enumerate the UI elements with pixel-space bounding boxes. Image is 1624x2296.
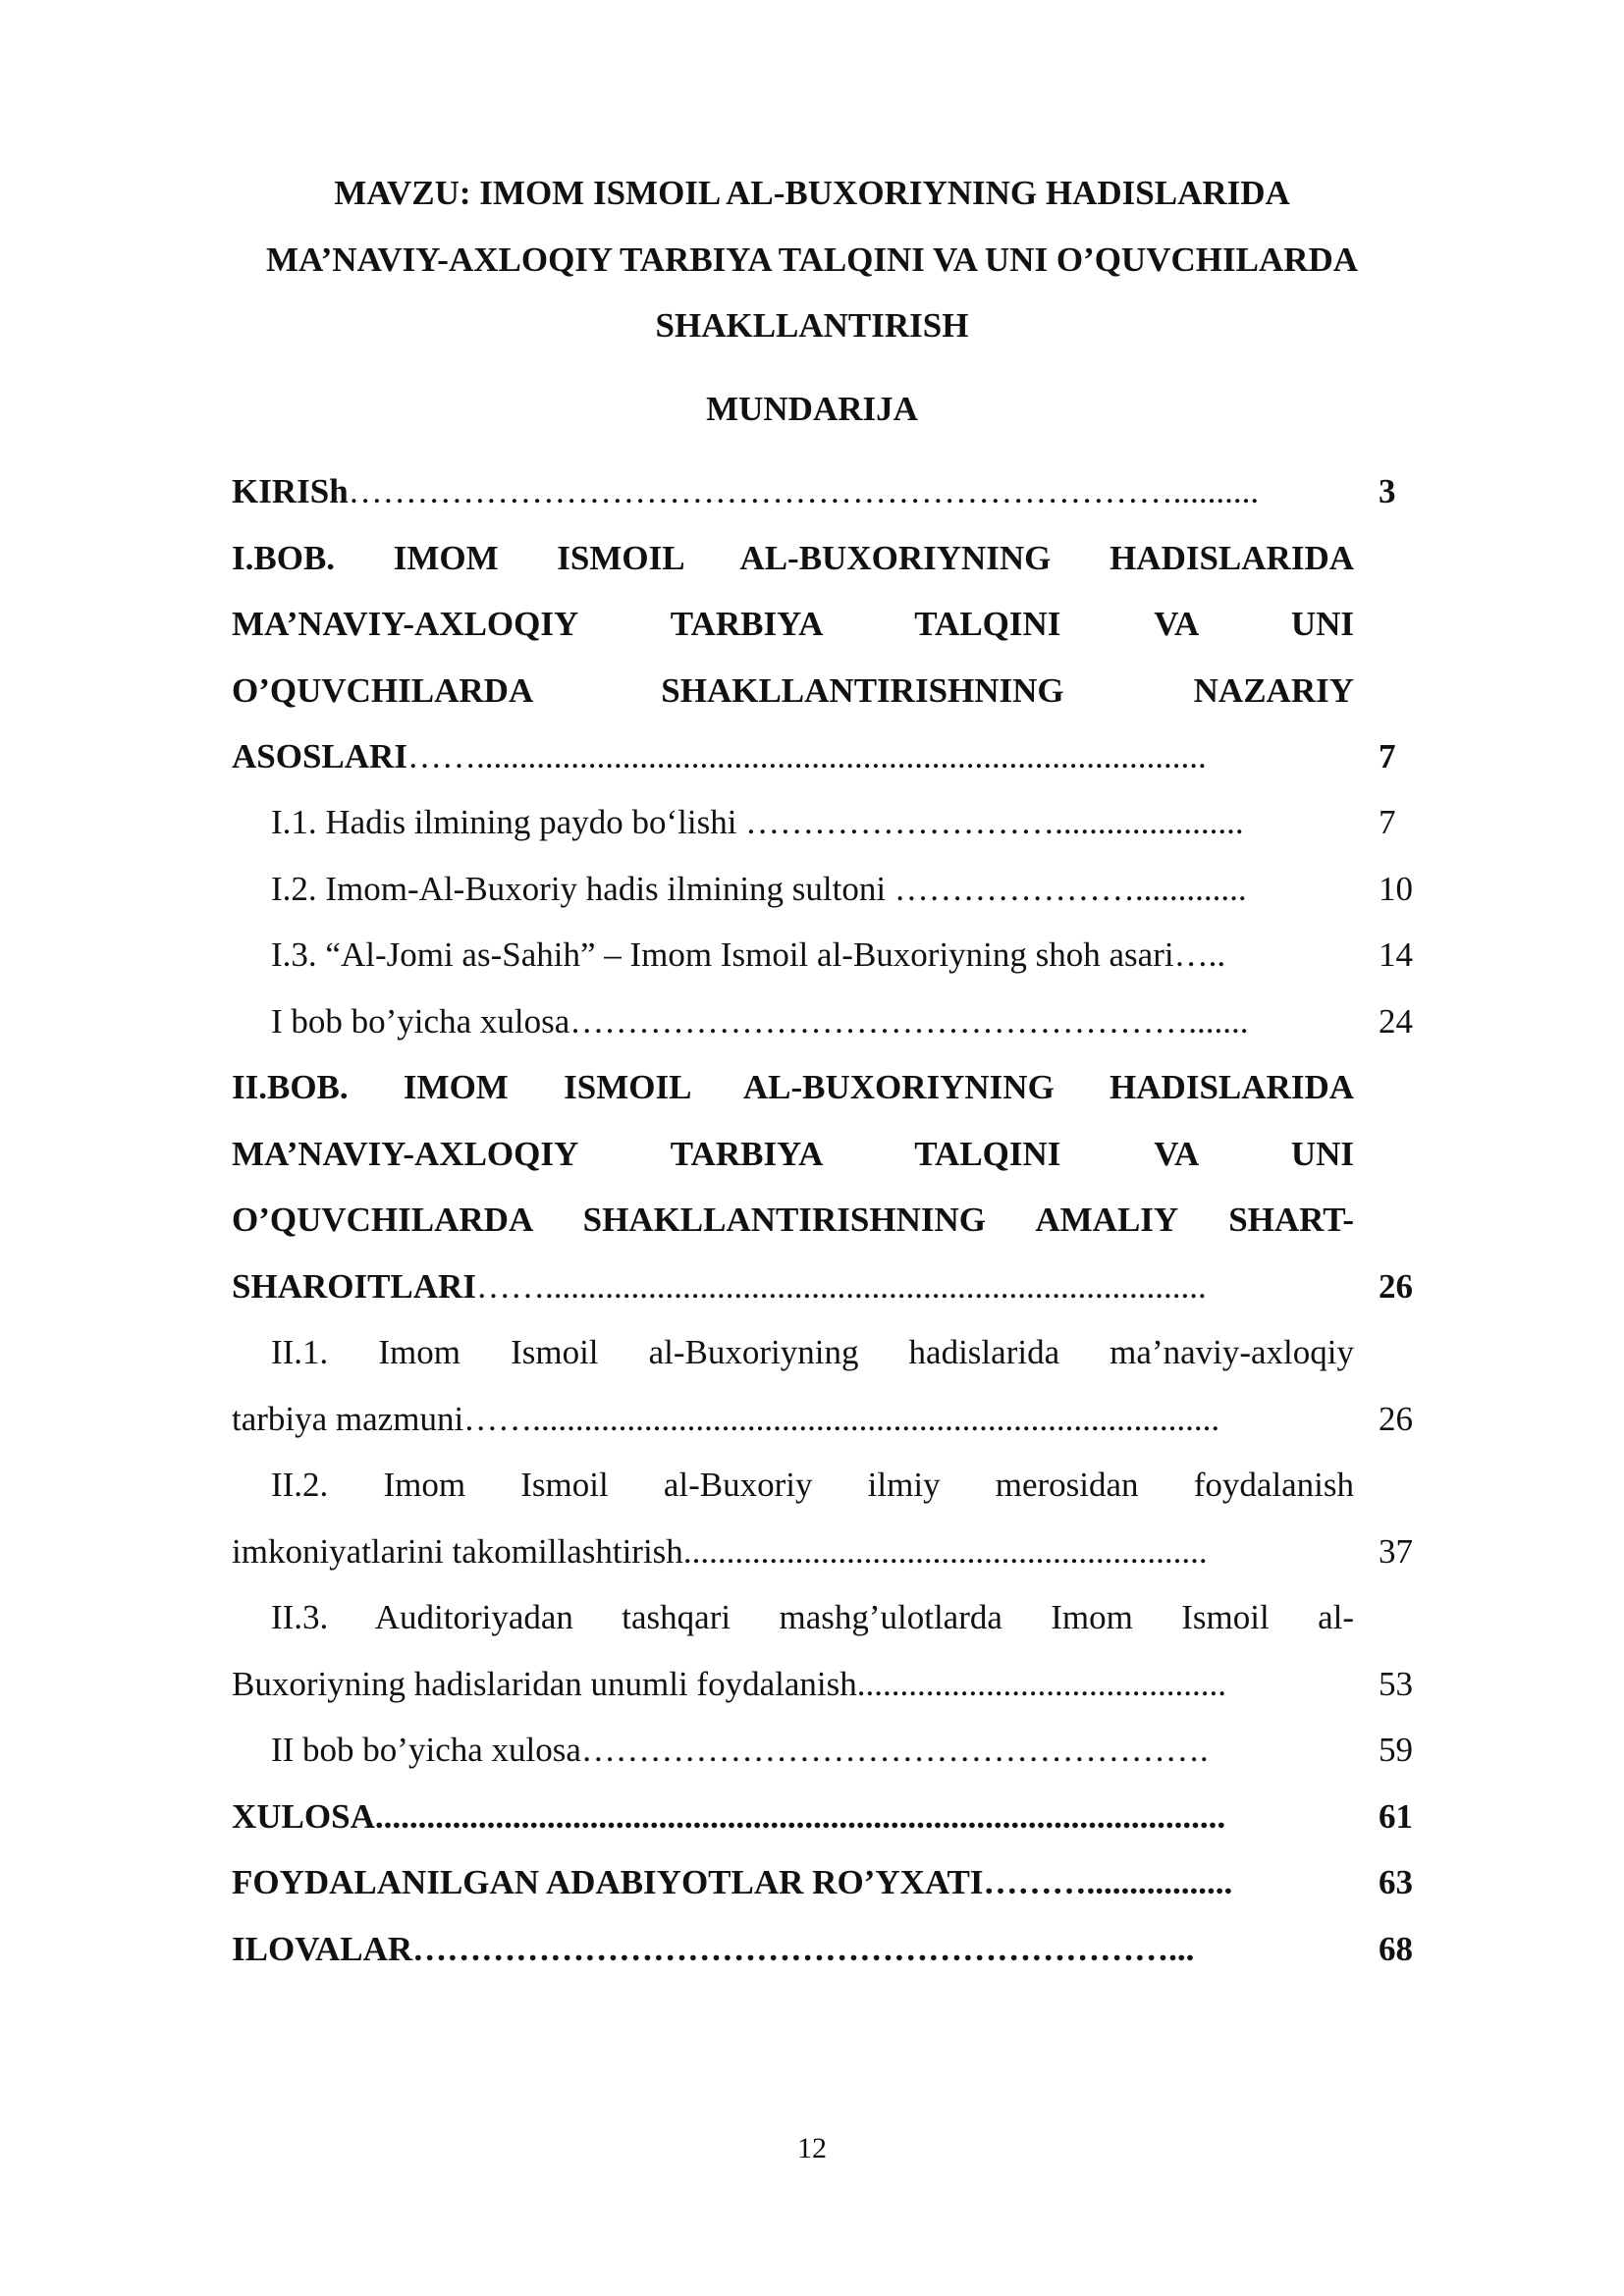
toc-section-2-3-line-1[interactable]: II.3. Auditoriyadan tashqari mashg’ulotlarda Imom Ismoil al- xyxy=(271,1598,1354,1636)
toc-chapter-2-line-2[interactable]: MA’NAVIY-AXLOQIY TARBIYA TALQINI VA UNI xyxy=(232,1135,1354,1173)
toc-page-number: 7 xyxy=(1379,737,1396,775)
toc-leader: ............................................................. xyxy=(682,1532,1208,1571)
toc-leader: ……............................................................................. xyxy=(475,1267,1207,1306)
document-title-line-2: MA’NAVIY-AXLOQIY TARBIYA TALQINI VA UNI O’QUVCHILARDA xyxy=(265,240,1359,279)
toc-section-2-1-line-2[interactable] xyxy=(232,1400,1354,1439)
toc-leader: ….. xyxy=(1173,935,1226,974)
toc-page-number: 10 xyxy=(1379,870,1413,908)
toc-chapter-1-line-1[interactable]: I.BOB. IMOM ISMOIL AL-BUXORIYNING HADISLARIDA xyxy=(232,539,1354,577)
toc-page-number: 68 xyxy=(1379,1930,1413,1968)
toc-page-number: 7 xyxy=(1379,803,1396,841)
toc-leader: ........................................... xyxy=(856,1665,1226,1703)
toc-entry-label: XULOSA xyxy=(232,1797,375,1836)
toc-leader: ................................................................................................... xyxy=(374,1797,1226,1836)
toc-entry-label: imkoniyatlarini takomillashtirish xyxy=(232,1532,683,1571)
toc-leader: ………………………...................... xyxy=(745,803,1244,841)
toc-entry-kirish[interactable] xyxy=(232,472,1354,511)
toc-leader: …………………………………………………………... xyxy=(412,1930,1195,1968)
toc-chapter-2-line-1[interactable]: II.BOB. IMOM ISMOIL AL-BUXORIYNING HADISLARIDA xyxy=(232,1068,1354,1106)
toc-entry-label: SHAROITLARI xyxy=(232,1267,476,1306)
toc-entry-label: KIRISh xyxy=(232,472,349,510)
toc-entry-appendices[interactable] xyxy=(232,1930,1354,1969)
toc-page-number: 26 xyxy=(1379,1267,1413,1306)
toc-chapter-2-line-3[interactable]: O’QUVCHILARDA SHAKLLANTIRISHNING AMALIY SHART- xyxy=(232,1201,1354,1239)
toc-page-number: 63 xyxy=(1379,1863,1413,1901)
toc-chapter-1-line-4[interactable] xyxy=(232,737,1354,776)
toc-chapter-2-line-4[interactable] xyxy=(232,1267,1354,1307)
toc-page-number: 61 xyxy=(1379,1797,1413,1836)
toc-section-1-3[interactable] xyxy=(271,935,1354,975)
toc-chapter-1-line-3[interactable]: O’QUVCHILARDA SHAKLLANTIRISHNING NAZARIY xyxy=(232,671,1354,710)
toc-leader: ……………………………………………………………….......... xyxy=(348,472,1260,510)
toc-leader: ……................................................................................ xyxy=(463,1400,1220,1438)
toc-section-2-2-line-2[interactable] xyxy=(232,1532,1354,1572)
toc-entry-references[interactable] xyxy=(232,1863,1354,1902)
toc-chapter-2-summary[interactable] xyxy=(271,1731,1354,1770)
toc-leader: ………................. xyxy=(983,1863,1233,1901)
toc-section-1-2[interactable] xyxy=(271,870,1354,909)
toc-entry-label: II bob bo’yicha xulosa xyxy=(271,1731,581,1769)
toc-page-number: 37 xyxy=(1379,1532,1413,1571)
toc-entry-label: I bob bo’yicha xulosa xyxy=(271,1002,570,1041)
toc-entry-label: tarbiya mazmuni xyxy=(232,1400,464,1438)
toc-page-number: 59 xyxy=(1379,1731,1413,1769)
toc-leader: ………………………………………………. xyxy=(580,1731,1209,1769)
toc-leader: ……..................................................................................... xyxy=(406,737,1207,775)
toc-entry-label: Buxoriyning hadislaridan unumli foydalanish xyxy=(232,1665,857,1703)
document-title-line-3: SHAKLLANTIRISH xyxy=(655,306,969,345)
toc-entry-label: ILOVALAR xyxy=(232,1930,413,1968)
toc-page-number: 14 xyxy=(1379,935,1413,974)
toc-section-2-1-line-1[interactable]: II.1. Imom Ismoil al-Buxoriyning hadislarida ma’naviy-axloqiy xyxy=(271,1333,1354,1371)
toc-entry-label: I.1. Hadis ilmining paydo bo‘lishi xyxy=(271,803,746,841)
toc-entry-conclusion[interactable] xyxy=(232,1797,1354,1837)
toc-chapter-1-summary[interactable] xyxy=(271,1002,1354,1041)
toc-leader: …………………............. xyxy=(893,870,1247,908)
footer-page-number: 12 xyxy=(797,2132,827,2164)
toc-leader: ………………………………………………....... xyxy=(569,1002,1249,1041)
toc-entry-label: FOYDALANILGAN ADABIYOTLAR RO’YXATI xyxy=(232,1863,984,1901)
contents-heading: MUNDARIJA xyxy=(706,390,918,428)
toc-entry-label: I.2. Imom-Al-Buxoriy hadis ilmining sultoni xyxy=(271,870,894,908)
toc-entry-label: ASOSLARI xyxy=(232,737,407,775)
toc-section-1-1[interactable] xyxy=(271,803,1354,842)
toc-page-number: 26 xyxy=(1379,1400,1413,1438)
toc-entry-label: I.3. “Al-Jomi as-Sahih” – Imom Ismoil al-Buxoriyning shoh asari xyxy=(271,935,1174,974)
toc-chapter-1-line-2[interactable]: MA’NAVIY-AXLOQIY TARBIYA TALQINI VA UNI xyxy=(232,605,1354,643)
toc-page-number: 53 xyxy=(1379,1665,1413,1703)
toc-section-2-3-line-2[interactable] xyxy=(232,1665,1354,1704)
toc-section-2-2-line-1[interactable]: II.2. Imom Ismoil al-Buxoriy ilmiy merosidan foydalanish xyxy=(271,1466,1354,1504)
document-title-line-1: MAVZU: IMOM ISMOIL AL-BUXORIYNING HADISLARIDA xyxy=(334,174,1290,212)
toc-page-number: 3 xyxy=(1379,472,1396,510)
toc-page-number: 24 xyxy=(1379,1002,1413,1041)
